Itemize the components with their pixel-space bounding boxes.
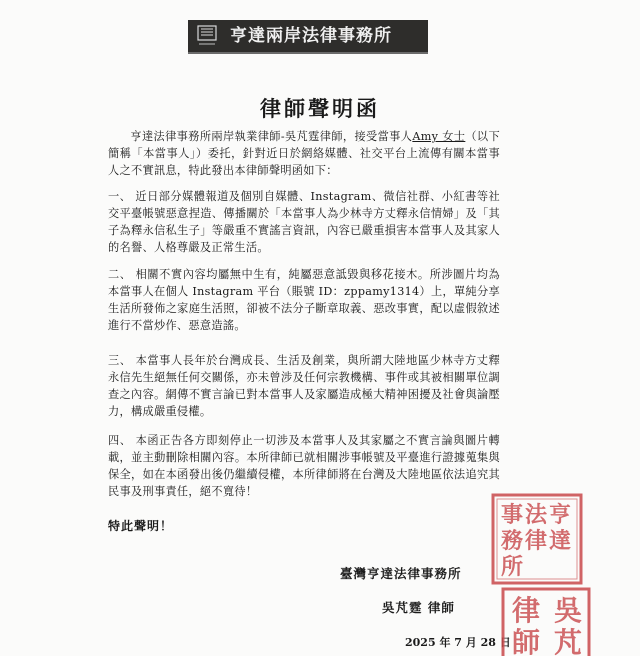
svg-text:律: 律 — [511, 594, 541, 627]
svg-text:所: 所 — [500, 554, 524, 580]
svg-text:務: 務 — [500, 528, 524, 554]
law-firm-logo-icon — [196, 24, 218, 48]
svg-text:事: 事 — [500, 502, 524, 528]
client-name: Amy 女士 — [412, 130, 466, 143]
intro-paragraph — [108, 128, 500, 179]
signing-date: 2025 年 7 月 28 日 — [405, 636, 511, 649]
svg-text:芃: 芃 — [553, 626, 583, 656]
lawyer-seal-stamp — [500, 586, 592, 656]
document-title: 律師聲明函 — [260, 96, 380, 121]
letterhead-bar — [188, 20, 428, 54]
svg-text:亨: 亨 — [548, 502, 572, 528]
svg-text:法: 法 — [524, 502, 548, 528]
svg-text:達: 達 — [548, 528, 572, 554]
section-2: 二、 相關不實內容均屬無中生有，純屬惡意詆毀與移花接木。所涉圖片均為本當事人在個人 Instagram 平台（賬號 ID：zppamy1314）上，單純分享生活所發佈之家庭生活照，卻被不法分子斷章取義、惡改事實，配以虛假敘述進行不當炒作、惡意造謠。 — [108, 268, 500, 332]
svg-text:律: 律 — [524, 528, 548, 554]
intro-text-end: （以下簡稱「本當事人」）委托，針對近日於網絡媒體、社交平台上流傳有關本當事人之不實訊息，特此發出本律師聲明函如下： — [108, 130, 500, 177]
svg-text:吳: 吳 — [553, 594, 583, 627]
closing-statement: 特此聲明！ — [108, 519, 174, 533]
signing-firm: 臺灣亨達法律事務所 — [340, 566, 462, 581]
letterhead-firm-name: 亨達兩岸法律事務所 — [230, 26, 392, 46]
svg-text:師: 師 — [511, 626, 541, 656]
intro-text-start: 亨達法律事務所兩岸執業律師-吳芃霆律師，接受當事人 — [130, 130, 413, 143]
section-1: 一、 近日部分媒體報道及個別自媒體、Instagram、微信社群、小紅書等社交平臺帳號惡意捏造、傳播關於「本當事人為少林寺方丈釋永信情婦」及「其子為釋永信私生子」等嚴重不實謠言資訊，內容已嚴重損害本當事人及其家人的名譽、人格尊嚴及正常生活。 — [108, 190, 500, 254]
section-3: 三、 本當事人長年於台灣成長、生活及創業，與所謂大陸地區少林寺方丈釋永信先生絕無任何交關係，亦未曾涉及任何宗教機構、事件或其被相關單位調查之內容。網傳不實言論已對本當事人及家屬造成極大精神困擾及社會與論壓力，構成嚴重侵權。 — [108, 354, 500, 418]
section-4: 四、 本函正告各方即刻停止一切涉及本當事人及其家屬之不實言論與圖片轉載，並主動刪除相關內容。本所律師已就相關涉事帳號及平臺進行證據蒐集與保全，如在本函發出後仍繼續侵權，本所律師將在台灣及大陸地區依法追究其民事及刑事責任，絕不寬待！ — [108, 434, 500, 498]
firm-seal-stamp — [490, 492, 584, 586]
signing-lawyer: 吳芃霆 律師 — [382, 600, 455, 615]
